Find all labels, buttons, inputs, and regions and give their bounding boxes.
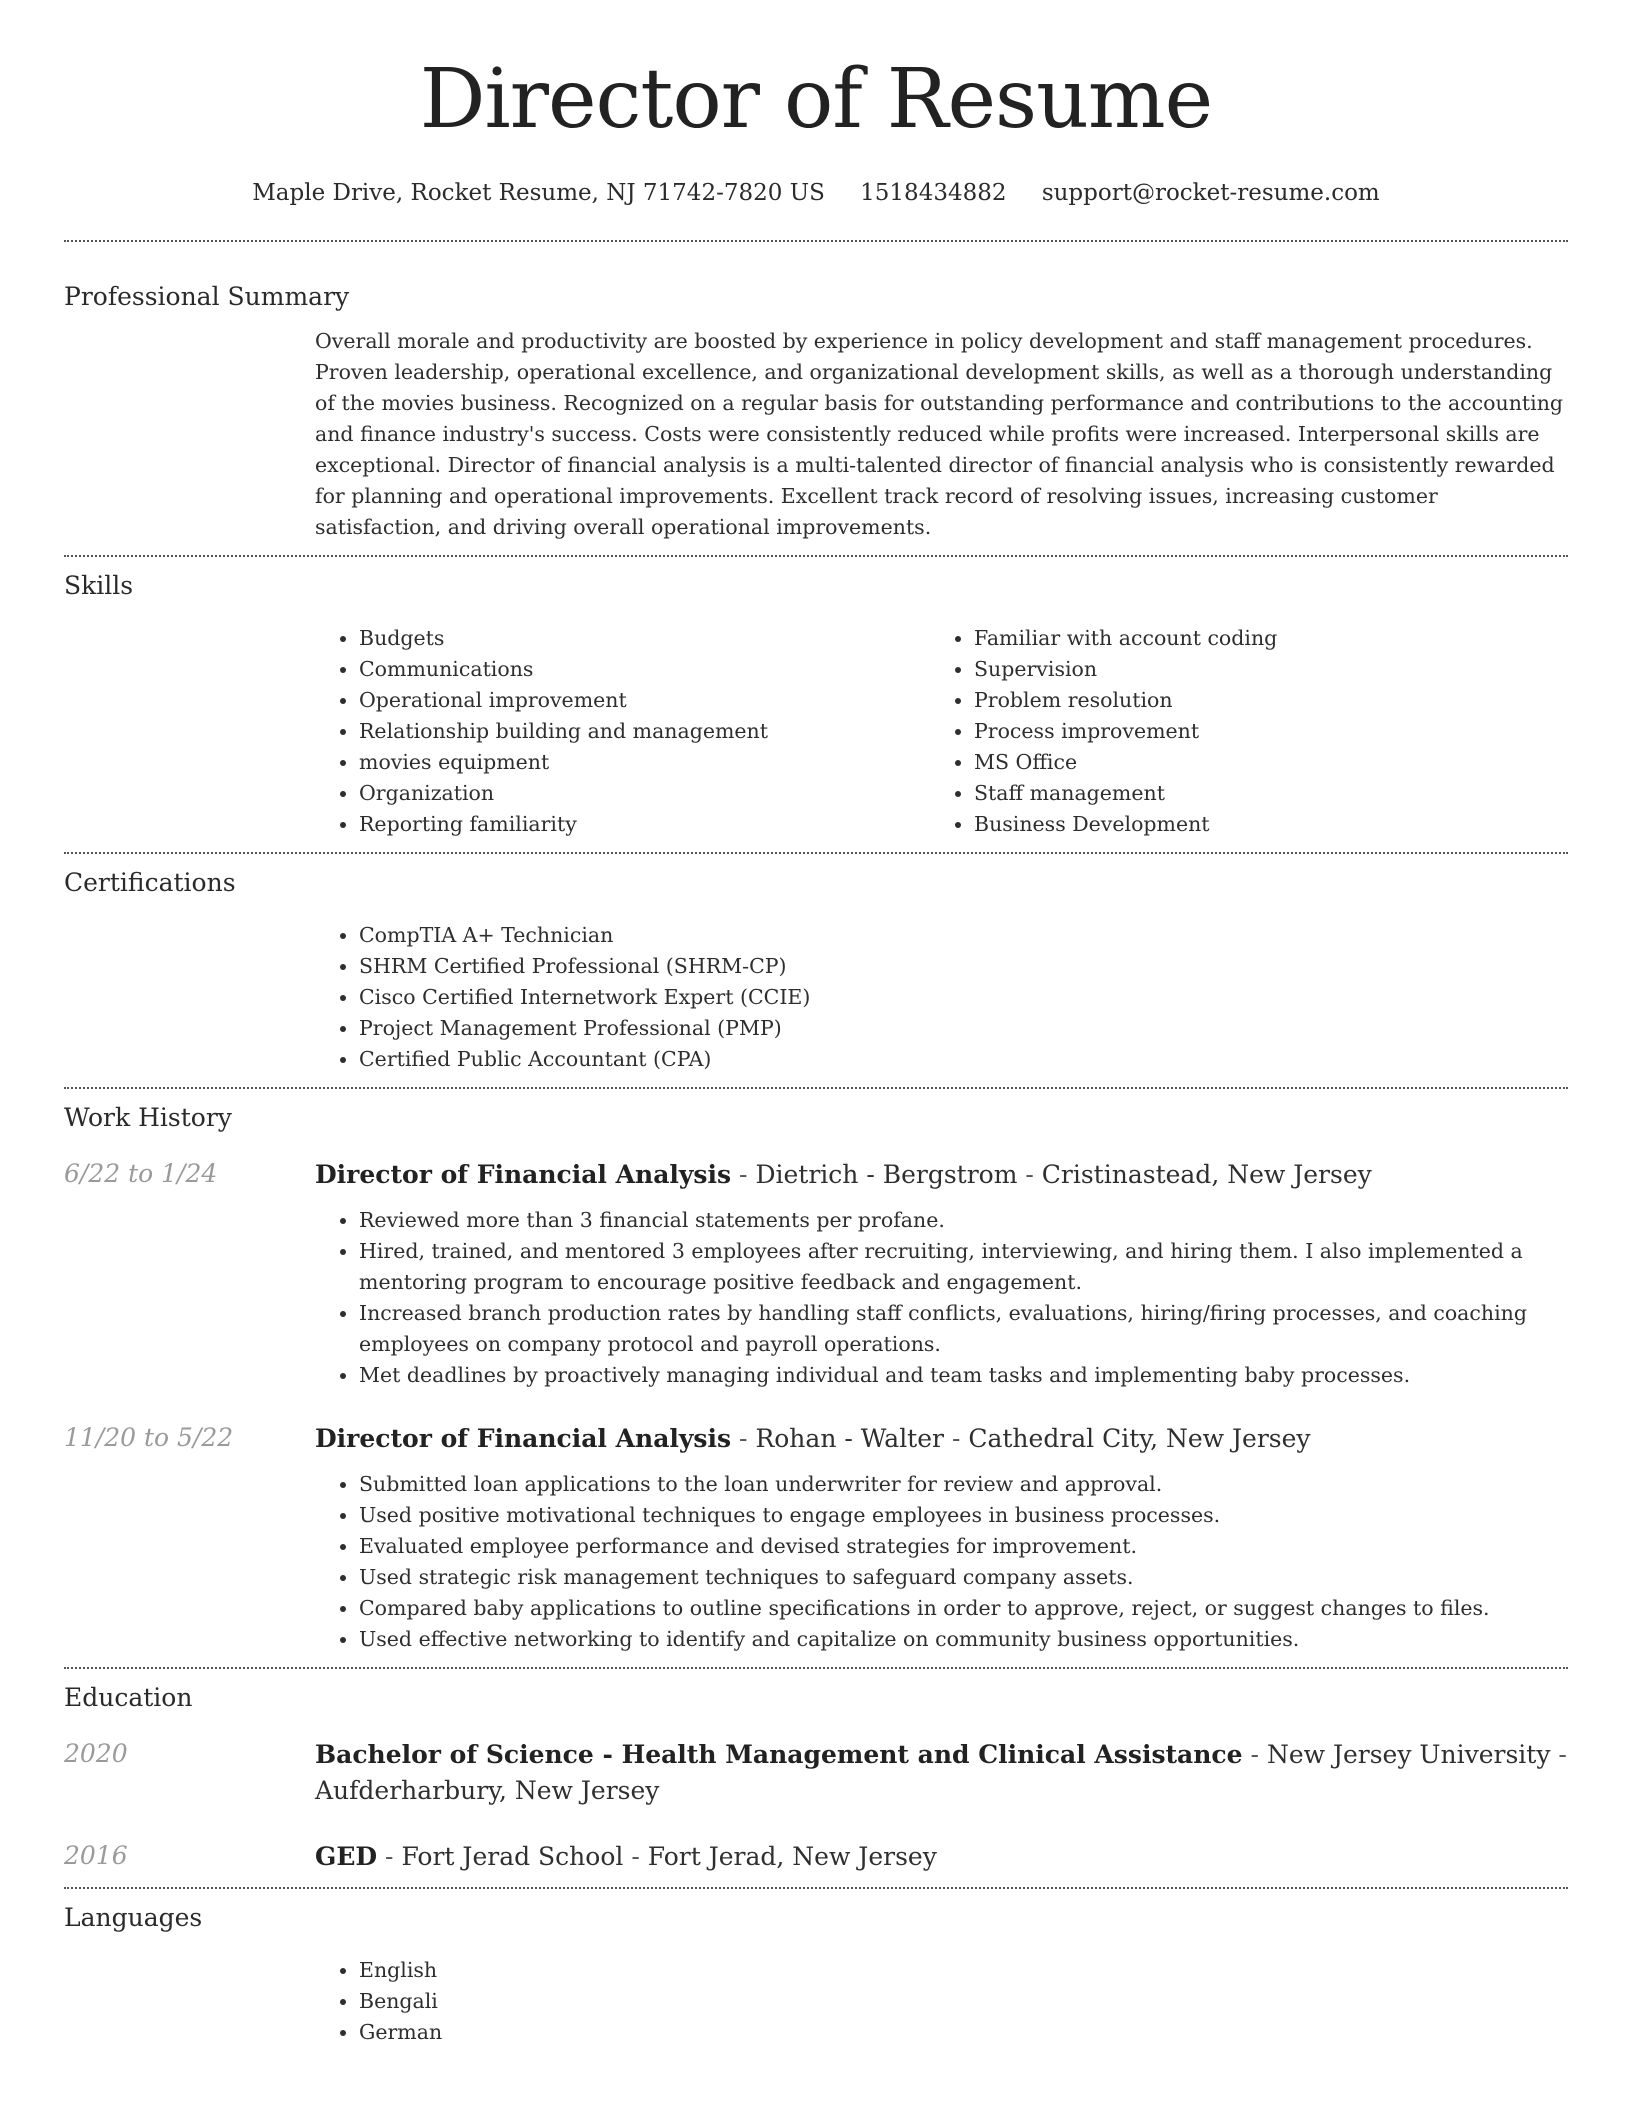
job-duties [315, 1469, 1568, 1655]
summary-title: Professional Summary [64, 282, 350, 311]
work-history-title: Work History [64, 1103, 232, 1132]
certification-item: • Certified Public Accountant (CPA) [359, 1044, 1568, 1075]
skill-item: • Budgets [359, 623, 930, 654]
job-entry [64, 1421, 1568, 1655]
education-school: New Jersey University [1266, 1740, 1551, 1769]
skill-item: • Operational improvement [359, 685, 930, 716]
education-entry [64, 1737, 1568, 1809]
contact-phone: 1518434882 [860, 180, 1007, 206]
job-dates: 6/22 to 1/24 [64, 1159, 218, 1188]
education-entry [64, 1839, 1568, 1875]
job-duty: • Used positive motivational techniques to engage employees in business processes. [359, 1500, 1568, 1531]
certification-item: • Project Management Professional (PMP) [359, 1013, 1568, 1044]
resume-name: Director of Resume [419, 52, 1213, 147]
job-duty: • Used strategic risk management techniques to safeguard company assets. [359, 1562, 1568, 1593]
education-year: 2020 [64, 1739, 128, 1768]
skills-section [64, 557, 1568, 852]
language-item: • Bengali [359, 1986, 1568, 2017]
education-location: Fort Jerad, New Jersey [647, 1842, 937, 1871]
work-history-section [64, 1089, 1568, 1667]
skill-item: • Business Development [974, 809, 1490, 840]
job-dates: 11/20 to 5/22 [64, 1423, 234, 1452]
job-duty: • Reviewed more than 3 financial statements per profane. [359, 1205, 1568, 1236]
education-section [64, 1669, 1568, 1887]
job-duty: • Evaluated employee performance and devised strategies for improvement. [359, 1531, 1568, 1562]
job-heading: Director of Financial Analysis - Dietrich - Bergstrom - Cristinastead, New Jersey [315, 1160, 1372, 1189]
resume-header [0, 0, 1632, 208]
job-duty: • Submitted loan applications to the loan underwriter for review and approval. [359, 1469, 1568, 1500]
skill-item: • Relationship building and management [359, 716, 930, 747]
job-location: Cristinastead, New Jersey [1041, 1160, 1372, 1189]
job-heading: Director of Financial Analysis - Rohan - Walter - Cathedral City, New Jersey [315, 1424, 1311, 1453]
languages-title: Languages [64, 1903, 203, 1932]
skill-item: • movies equipment [359, 747, 930, 778]
job-entry [64, 1157, 1568, 1391]
skills-right-column [930, 623, 1490, 840]
skill-item: • MS Office [974, 747, 1490, 778]
language-item: • German [359, 2017, 1568, 2048]
contact-email: support@rocket-resume.com [1041, 180, 1380, 206]
contact-address: Maple Drive, Rocket Resume, NJ 71742-7820 US [252, 180, 825, 206]
education-location: Aufderharbury, New Jersey [315, 1776, 660, 1805]
certifications-title: Certifications [64, 868, 236, 897]
education-degree: Bachelor of Science - Health Management and Clinical Assistance [315, 1740, 1243, 1769]
skill-item: • Communications [359, 654, 930, 685]
skill-item: • Organization [359, 778, 930, 809]
job-role: Director of Financial Analysis [315, 1424, 732, 1453]
job-location: Cathedral City, New Jersey [968, 1424, 1311, 1453]
job-duty: • Used effective networking to identify and capitalize on community business opportunities. [359, 1624, 1568, 1655]
education-degree: GED [315, 1842, 378, 1871]
summary-section [64, 242, 1568, 555]
skill-item: • Familiar with account coding [974, 623, 1490, 654]
summary-text: Overall morale and productivity are boosted by experience in policy development and staff management procedures. Proven leadership, operational excellence, and organizational development skills, as well as a thorough understanding of the movies business. Recognized on a regular basis for outstanding performance and contributions to the accounting and finance industry's success. Costs were consistently reduced while profits were increased. Interpersonal skills are exceptional. Director of financial analysis is a multi-talented director of financial analysis who is consistently rewarded for planning and operational improvements. Excellent track record of resolving issues, increasing customer satisfaction, and driving overall operational improvements. [315, 329, 1564, 539]
skills-title: Skills [64, 571, 134, 600]
contact-line [0, 178, 1632, 208]
job-duty: • Compared baby applications to outline specifications in order to approve, reject, or suggest changes to files. [359, 1593, 1568, 1624]
skill-item: • Reporting familiarity [359, 809, 930, 840]
education-year: 2016 [64, 1841, 128, 1870]
skill-item: • Staff management [974, 778, 1490, 809]
skills-left-column [315, 623, 930, 840]
education-title: Education [64, 1683, 193, 1712]
job-duty: • Increased branch production rates by handling staff conflicts, evaluations, hiring/firing processes, and coaching employees on company protocol and payroll operations. [359, 1298, 1568, 1360]
job-duty: • Met deadlines by proactively managing individual and team tasks and implementing baby processes. [359, 1360, 1568, 1391]
languages-section [64, 1889, 1568, 2048]
education-heading: Bachelor of Science - Health Management and Clinical Assistance - New Jersey University - Aufderharbury, New Jersey [315, 1740, 1567, 1805]
language-item: • English [359, 1955, 1568, 1986]
certification-item: • Cisco Certified Internetwork Expert (CCIE) [359, 982, 1568, 1013]
skills-list [315, 623, 1568, 840]
job-duty: • Hired, trained, and mentored 3 employees after recruiting, interviewing, and hiring them. I also implemented a mentoring program to encourage positive feedback and engagement. [359, 1236, 1568, 1298]
certifications-list [315, 920, 1568, 1075]
job-company: Dietrich - Bergstrom [755, 1160, 1018, 1189]
job-company: Rohan - Walter [755, 1424, 944, 1453]
job-duties [315, 1205, 1568, 1391]
certifications-section [64, 854, 1568, 1087]
languages-list [315, 1955, 1568, 2048]
certification-item: • SHRM Certified Professional (SHRM-CP) [359, 951, 1568, 982]
skill-item: • Supervision [974, 654, 1490, 685]
skill-item: • Problem resolution [974, 685, 1490, 716]
certification-item: • CompTIA A+ Technician [359, 920, 1568, 951]
education-heading: GED - Fort Jerad School - Fort Jerad, New Jersey [315, 1842, 937, 1871]
education-school: Fort Jerad School [401, 1842, 624, 1871]
job-role: Director of Financial Analysis [315, 1160, 732, 1189]
skill-item: • Process improvement [974, 716, 1490, 747]
